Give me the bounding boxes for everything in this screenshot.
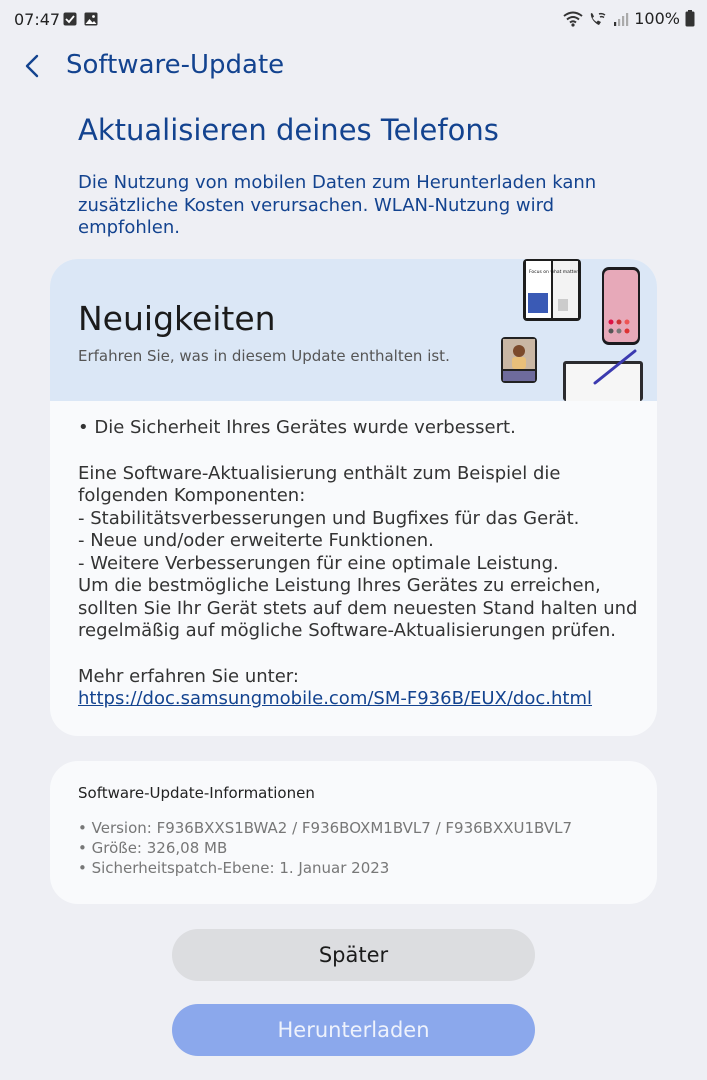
wifi-icon (563, 11, 583, 27)
status-time: 07:47 (14, 10, 61, 29)
whats-new-subtitle: Erfahren Sie, was in diesem Update enthalten ist. (78, 347, 450, 365)
whats-new-body (78, 417, 638, 711)
page-header-title: Software-Update (66, 50, 285, 80)
later-button[interactable]: Später (172, 929, 535, 981)
components-description: Eine Software-Aktualisierung enthält zum Beispiel die folgenden Komponenten: - Stabilitätsverbesserungen und Bugfixes für das Gerät. - Neue und/oder erweiterte Funktionen. - Weitere Verbesserungen für eine optimale Leistung. Um die bestmögliche Leistung Ihres Gerätes zu erreichen, sollten Sie Ihr Gerät stets auf dem neuesten Stand halten und regelmäßig auf mögliche Software-Aktualisierungen prüfen. (78, 462, 638, 641)
whats-new-banner (50, 259, 657, 401)
download-button[interactable]: Herunterladen (172, 1004, 535, 1056)
battery-icon (685, 10, 695, 27)
security-patch-info: • Sicherheitspatch-Ebene: 1. Januar 2023 (78, 859, 390, 877)
mobile-data-note: Die Nutzung von mobilen Daten zum Herunterladen kann zusätzliche Kosten verursachen. WLAN-Nutzung wird empfohlen. (78, 172, 597, 238)
update-info-list (78, 818, 572, 878)
version-info: • Version: F936BXXS1BWA2 / F936BOXM1BVL7 / F936BXXU1BVL7 (78, 819, 573, 837)
checkbox-notification-icon (63, 12, 77, 26)
signal-icon (613, 11, 629, 27)
back-arrow-icon[interactable] (20, 52, 48, 80)
whats-new-title: Neuigkeiten (78, 299, 276, 338)
update-info-card (50, 761, 657, 904)
status-right (563, 9, 695, 28)
notification-icons (63, 12, 98, 26)
update-info-title: Software-Update-Informationen (78, 784, 315, 802)
whats-new-card (50, 259, 657, 736)
more-info-label: Mehr erfahren Sie unter: (78, 665, 299, 687)
devices-illustration (495, 259, 657, 401)
page-heading: Aktualisieren deines Telefons (78, 113, 499, 147)
security-improvement-line: • Die Sicherheit Ihres Gerätes wurde verbessert. (78, 417, 516, 438)
release-notes-link[interactable]: https://doc.samsungmobile.com/SM-F936B/EUX/doc.html (78, 688, 592, 709)
battery-percentage: 100% (634, 9, 680, 28)
size-info: • Größe: 326,08 MB (78, 839, 228, 857)
status-bar (0, 0, 707, 40)
image-notification-icon (84, 12, 98, 26)
wifi-calling-icon (588, 11, 608, 27)
banner-phone-text: Focus on what matters (529, 270, 581, 275)
foldable-device-illustration (523, 259, 581, 321)
